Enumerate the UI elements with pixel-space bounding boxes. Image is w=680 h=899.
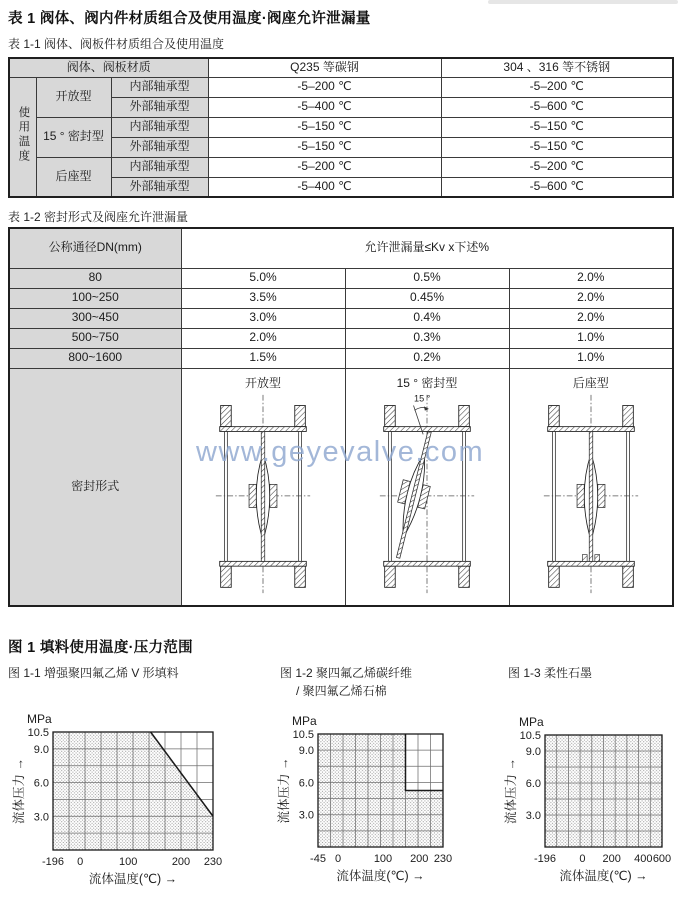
- t1-group-open: 开放型: [36, 77, 111, 117]
- table-cell: -5–200 ℃: [441, 157, 673, 177]
- table-cell: -5–600 ℃: [441, 177, 673, 197]
- svg-text:流体压力 →: 流体压力 →: [277, 757, 291, 824]
- table-cell: 2.0%: [509, 308, 673, 328]
- svg-text:0: 0: [334, 853, 342, 865]
- svg-text:3.0: 3.0: [33, 811, 49, 824]
- svg-text:MPa: MPa: [292, 714, 317, 728]
- chart-fig-1-2: [248, 704, 480, 899]
- t2-dn: 800~1600: [9, 348, 181, 368]
- chart-fig-1-1: [8, 704, 248, 899]
- seal-cell-15deg: [345, 368, 509, 606]
- seal-type-label: 15 ° 密封型: [396, 375, 458, 390]
- t1-side-label: 使用温度: [17, 105, 30, 164]
- valve-diagram-backseat: [538, 392, 644, 596]
- t2-dn: 80: [9, 268, 181, 288]
- t2-dn: 500~750: [9, 328, 181, 348]
- valve-diagram-15deg: [374, 392, 480, 596]
- table-cell: 0.4%: [345, 308, 509, 328]
- t1-side-label-cell: [9, 77, 36, 197]
- table-cell: 0.45%: [345, 288, 509, 308]
- svg-text:230: 230: [203, 856, 223, 868]
- fig3-caption: 图 1-3 柔性石墨: [508, 666, 593, 680]
- t2-header-dn: 公称通径DN(mm): [9, 228, 181, 268]
- t2-header-leak: 允许泄漏量≤Kv x下述%: [181, 228, 673, 268]
- t1-header-carbon: Q235 等碳钢: [208, 58, 441, 77]
- table-cell: 3.5%: [181, 288, 345, 308]
- svg-text:-45: -45: [310, 853, 326, 865]
- svg-text:流体温度(℃) →: 流体温度(℃) →: [336, 869, 425, 883]
- table-cell: -5–600 ℃: [441, 97, 673, 117]
- t2-seal-row-label: 密封形式: [9, 368, 181, 606]
- svg-text:100: 100: [373, 853, 393, 865]
- table-cell: 0.3%: [345, 328, 509, 348]
- scan-artifact-bar: [488, 0, 678, 4]
- watermark: www.geyevalve.com: [196, 436, 485, 468]
- svg-text:MPa: MPa: [27, 712, 52, 726]
- svg-text:6.0: 6.0: [298, 777, 314, 790]
- fig2-caption-line2: / 聚四氟乙烯石棉: [296, 684, 387, 698]
- svg-text:流体温度(℃) →: 流体温度(℃) →: [88, 872, 178, 886]
- svg-text:9.0: 9.0: [33, 743, 49, 756]
- svg-text:15 °: 15 °: [414, 393, 431, 404]
- figure-title: 图 1 填料使用温度·压力范围: [8, 640, 193, 656]
- table-seal-leakage: [8, 227, 674, 607]
- svg-text:100: 100: [119, 856, 138, 868]
- svg-text:-196: -196: [533, 853, 557, 865]
- t1-header-stainless: 304 、316 等不锈钢: [441, 58, 673, 77]
- t1-bearing: 内部轴承型: [111, 157, 208, 177]
- table1-caption: 表 1-1 阀体、阀板件材质组合及使用温度: [8, 37, 225, 51]
- svg-text:6.0: 6.0: [525, 778, 541, 791]
- svg-text:6.0: 6.0: [33, 777, 49, 790]
- svg-text:流体温度(℃) →: 流体温度(℃) →: [559, 869, 648, 883]
- valve-diagram-open: [210, 392, 316, 596]
- table-materials-temperature: [8, 57, 674, 198]
- seal-cell-backseat: [509, 368, 673, 606]
- table-cell: -5–150 ℃: [208, 117, 441, 137]
- t1-group-seal15: 15 ° 密封型: [36, 117, 111, 157]
- svg-text:10.5: 10.5: [519, 730, 541, 742]
- fig1-caption: 图 1-1 增强聚四氟乙烯 V 形填料: [8, 666, 179, 680]
- svg-text:10.5: 10.5: [292, 729, 314, 741]
- svg-text:0: 0: [77, 856, 84, 868]
- table-cell: 3.0%: [181, 308, 345, 328]
- t2-dn: 300~450: [9, 308, 181, 328]
- t1-header-materials: 阀体、阀板材质: [9, 58, 208, 77]
- svg-text:-196: -196: [41, 856, 65, 868]
- svg-text:200: 200: [410, 853, 429, 865]
- table-cell: -5–200 ℃: [441, 77, 673, 97]
- svg-text:9.0: 9.0: [525, 746, 541, 759]
- svg-text:200: 200: [171, 856, 191, 868]
- table-cell: 0.5%: [345, 268, 509, 288]
- t2-dn: 100~250: [9, 288, 181, 308]
- table-cell: -5–150 ℃: [441, 137, 673, 157]
- svg-text:230: 230: [433, 853, 453, 865]
- t1-bearing: 内部轴承型: [111, 117, 208, 137]
- svg-text:流体压力 →: 流体压力 →: [504, 758, 518, 824]
- t1-bearing: 外部轴承型: [111, 177, 208, 197]
- table-cell: 0.2%: [345, 348, 509, 368]
- table-cell: -5–400 ℃: [208, 177, 441, 197]
- svg-text:400: 400: [634, 853, 653, 865]
- t1-bearing: 外部轴承型: [111, 137, 208, 157]
- table-cell: 5.0%: [181, 268, 345, 288]
- table-cell: 1.0%: [509, 328, 673, 348]
- svg-text:0: 0: [579, 853, 586, 865]
- svg-text:9.0: 9.0: [298, 745, 314, 758]
- svg-text:600: 600: [652, 853, 672, 865]
- table-cell: 2.0%: [509, 288, 673, 308]
- table-cell: -5–150 ℃: [208, 137, 441, 157]
- svg-text:10.5: 10.5: [27, 727, 49, 739]
- page-title: 表 1 阀体、阀内件材质组合及使用温度·阀座允许泄漏量: [8, 11, 371, 27]
- table-cell: 1.5%: [181, 348, 345, 368]
- seal-cell-open: [181, 368, 345, 606]
- table-cell: -5–200 ℃: [208, 157, 441, 177]
- table-cell: -5–150 ℃: [441, 117, 673, 137]
- table-cell: -5–200 ℃: [208, 77, 441, 97]
- table-cell: 2.0%: [509, 268, 673, 288]
- svg-text:MPa: MPa: [519, 715, 544, 729]
- seal-type-label: 后座型: [572, 375, 609, 390]
- svg-text:3.0: 3.0: [298, 809, 314, 822]
- t1-group-backseat: 后座型: [36, 157, 111, 197]
- chart-fig-1-3: [478, 704, 680, 899]
- svg-text:3.0: 3.0: [525, 809, 541, 822]
- seal-type-label: 开放型: [244, 375, 281, 390]
- table-cell: 1.0%: [509, 348, 673, 368]
- t1-bearing: 外部轴承型: [111, 97, 208, 117]
- svg-text:流体压力 →: 流体压力 →: [12, 758, 26, 824]
- fig2-caption-line1: 图 1-2 聚四氟乙烯碳纤维: [280, 666, 413, 680]
- table-cell: -5–400 ℃: [208, 97, 441, 117]
- table-cell: 2.0%: [181, 328, 345, 348]
- table2-caption: 表 1-2 密封形式及阀座允许泄漏量: [8, 210, 189, 224]
- svg-text:200: 200: [602, 853, 621, 865]
- t1-bearing: 内部轴承型: [111, 77, 208, 97]
